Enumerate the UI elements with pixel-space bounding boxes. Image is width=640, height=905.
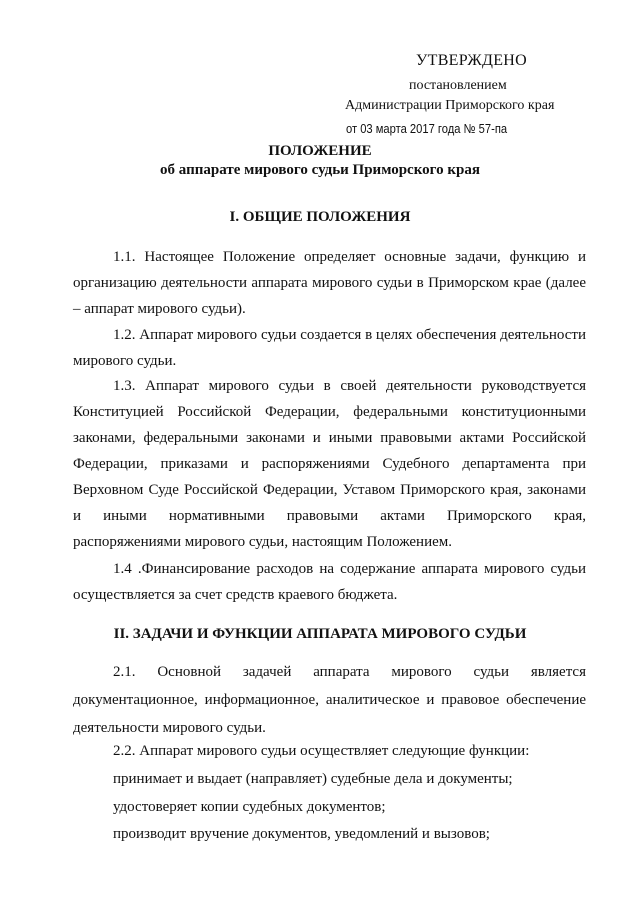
paragraph-1-1: 1.1. Настоящее Положение определяет основные задачи, функцию и организацию деятельности аппарата мирового судьи в Приморском крае (далее – аппарат мирового судьи).: [73, 249, 586, 317]
document-subtitle: об аппарате мирового судьи Приморского края: [160, 162, 480, 178]
paragraph-2-1: 2.1. Основной задачей аппарата мирового судьи является документационное, информационное, аналитическое и правовое обеспечение деятельности мирового судьи.: [73, 664, 586, 736]
approved-label: УТВЕРЖДЕНО: [416, 52, 528, 69]
resolution-label: постановлением: [409, 78, 507, 93]
paragraph-2-2: 2.2. Аппарат мирового судьи осуществляет следующие функции:: [113, 743, 530, 759]
section-1-heading: I. ОБЩИЕ ПОЛОЖЕНИЯ: [229, 209, 411, 225]
resolution-date: от 03 марта 2017 года № 57-па: [346, 121, 508, 136]
administration-label: Администрации Приморского края: [345, 98, 555, 113]
section-2-heading: II. ЗАДАЧИ И ФУНКЦИИ АППАРАТА МИРОВОГО СУДЬИ: [113, 626, 527, 642]
function-item: производит вручение документов, уведомлений и вызовов;: [113, 826, 490, 842]
paragraph-1-3: 1.3. Аппарат мирового судьи в своей деятельности руководствуется Конституцией Российской Федерации, федеральными конституционными законами, федеральными законами и иными правовыми актами Российской Федерации, приказами и распоряжениями Судебного департамента при Верховном Суде Российской Федерации, Уставом Приморского края, законами и иными нормативными правовыми актами Приморского края, распоряжениями мирового судьи, настоящим Положением.: [73, 378, 586, 550]
paragraph-1-4: 1.4 .Финансирование расходов на содержание аппарата мирового судьи осуществляется за счет средств краевого бюджета.: [73, 561, 586, 603]
paragraph-1-2: 1.2. Аппарат мирового судьи создается в целях обеспечения деятельности мирового судьи.: [73, 327, 586, 369]
function-item: принимает и выдает (направляет) судебные дела и документы;: [113, 771, 513, 787]
function-item: удостоверяет копии судебных документов;: [113, 799, 386, 815]
document-title: ПОЛОЖЕНИЕ: [268, 143, 372, 159]
